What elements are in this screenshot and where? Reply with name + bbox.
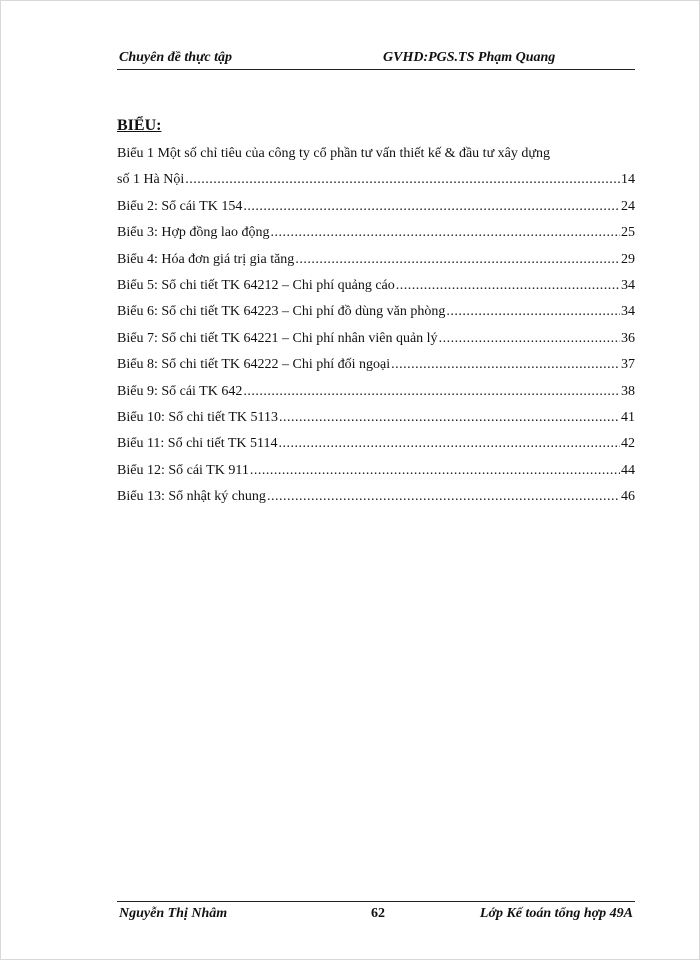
- section-heading: BIỂU:: [117, 117, 162, 134]
- toc-entry-label: Biểu 13: Sổ nhật ký chung: [117, 489, 266, 505]
- toc-entry: [117, 277, 635, 295]
- toc-entry-label: Biểu 5: Sổ chi tiết TK 64212 – Chi phí quảng cáo: [117, 277, 395, 293]
- page-footer: [117, 901, 635, 924]
- toc-entry-page: 25: [621, 225, 635, 241]
- header-left-text: Chuyên đề thực tập: [119, 50, 233, 65]
- toc-entry-page: 24: [621, 198, 635, 214]
- toc-leader-dots: [243, 198, 620, 216]
- toc-entry-label: Biểu 2: Sổ cái TK 154: [117, 198, 243, 214]
- toc-entry-label: Biểu 9: Sổ cái TK 642: [117, 383, 243, 399]
- toc-leader-dots: [446, 303, 620, 321]
- toc-leader-dots: [396, 277, 620, 295]
- toc-entry: [117, 383, 635, 401]
- toc-entry: [117, 251, 635, 269]
- toc-entry: [117, 303, 635, 321]
- toc-entry: [117, 435, 635, 453]
- toc-entry-page: 14: [621, 172, 635, 188]
- toc-entry-page: 46: [621, 489, 635, 505]
- toc-leader-dots: [279, 409, 620, 427]
- toc-entry-label: Biểu 10: Sổ chi tiết TK 5113: [117, 409, 278, 425]
- toc-entry-label: Biểu 7: Sổ chi tiết TK 64221 – Chi phí nhân viên quản lý: [117, 330, 438, 346]
- toc-entry: [117, 330, 635, 348]
- toc-leader-dots: [295, 251, 620, 269]
- toc-entry: [117, 198, 635, 216]
- footer-class: Lớp Kế toán tổng hợp 49A: [479, 906, 633, 921]
- toc-leader-dots: [250, 462, 620, 480]
- table-of-contents: [117, 145, 635, 514]
- toc-entry-label: Biểu 8: Sổ chi tiết TK 64222 – Chi phí đối ngoại: [117, 357, 391, 373]
- toc-entry: [117, 356, 635, 374]
- toc-entry-page: 38: [621, 383, 635, 399]
- toc-leader-dots: [185, 171, 620, 189]
- toc-leader-dots: [270, 224, 620, 242]
- toc-entry: [117, 462, 635, 480]
- toc-entry-label: Biểu 11: Sổ chi tiết TK 5114: [117, 436, 278, 452]
- footer-author: Nguyễn Thị Nhâm: [119, 906, 228, 921]
- toc-entry-label: Biểu 3: Hợp đồng lao động: [117, 225, 270, 241]
- toc-entry-label: Biểu 6: Sổ chi tiết TK 64223 – Chi phí đồ dùng văn phòng: [117, 304, 446, 320]
- toc-entry-page: 34: [621, 277, 635, 293]
- toc-entry: [117, 488, 635, 506]
- toc-entry-page: 29: [621, 251, 635, 267]
- footer-page-number: 62: [371, 906, 385, 921]
- toc-leader-dots: [243, 383, 620, 401]
- toc-leader-dots: [267, 488, 620, 506]
- toc-leader-dots: [439, 330, 620, 348]
- toc-entry: [117, 224, 635, 242]
- toc-entry-page: 42: [621, 436, 635, 452]
- toc-entry-page: 36: [621, 330, 635, 346]
- toc-entry-page: 41: [621, 409, 635, 425]
- toc-entry-label: Biểu 12: Sổ cái TK 911: [117, 462, 249, 478]
- toc-entry-label: Biểu 4: Hóa đơn giá trị gia tăng: [117, 251, 295, 267]
- page-header: [117, 49, 635, 70]
- toc-entry-label: số 1 Hà Nội: [117, 172, 185, 188]
- toc-entry-page: 44: [621, 462, 635, 478]
- toc-entry-first-line: Biểu 1 Một số chỉ tiêu của công ty cổ phần tư vấn thiết kế & đầu tư xây dựng: [117, 146, 550, 161]
- toc-entry: [117, 171, 635, 189]
- toc-leader-dots: [278, 435, 620, 453]
- header-right-text: GVHD:PGS.TS Phạm Quang: [383, 50, 556, 65]
- toc-entry-page: 34: [621, 304, 635, 320]
- toc-entry: [117, 409, 635, 427]
- toc-leader-dots: [391, 356, 620, 374]
- toc-entry-page: 37: [621, 357, 635, 373]
